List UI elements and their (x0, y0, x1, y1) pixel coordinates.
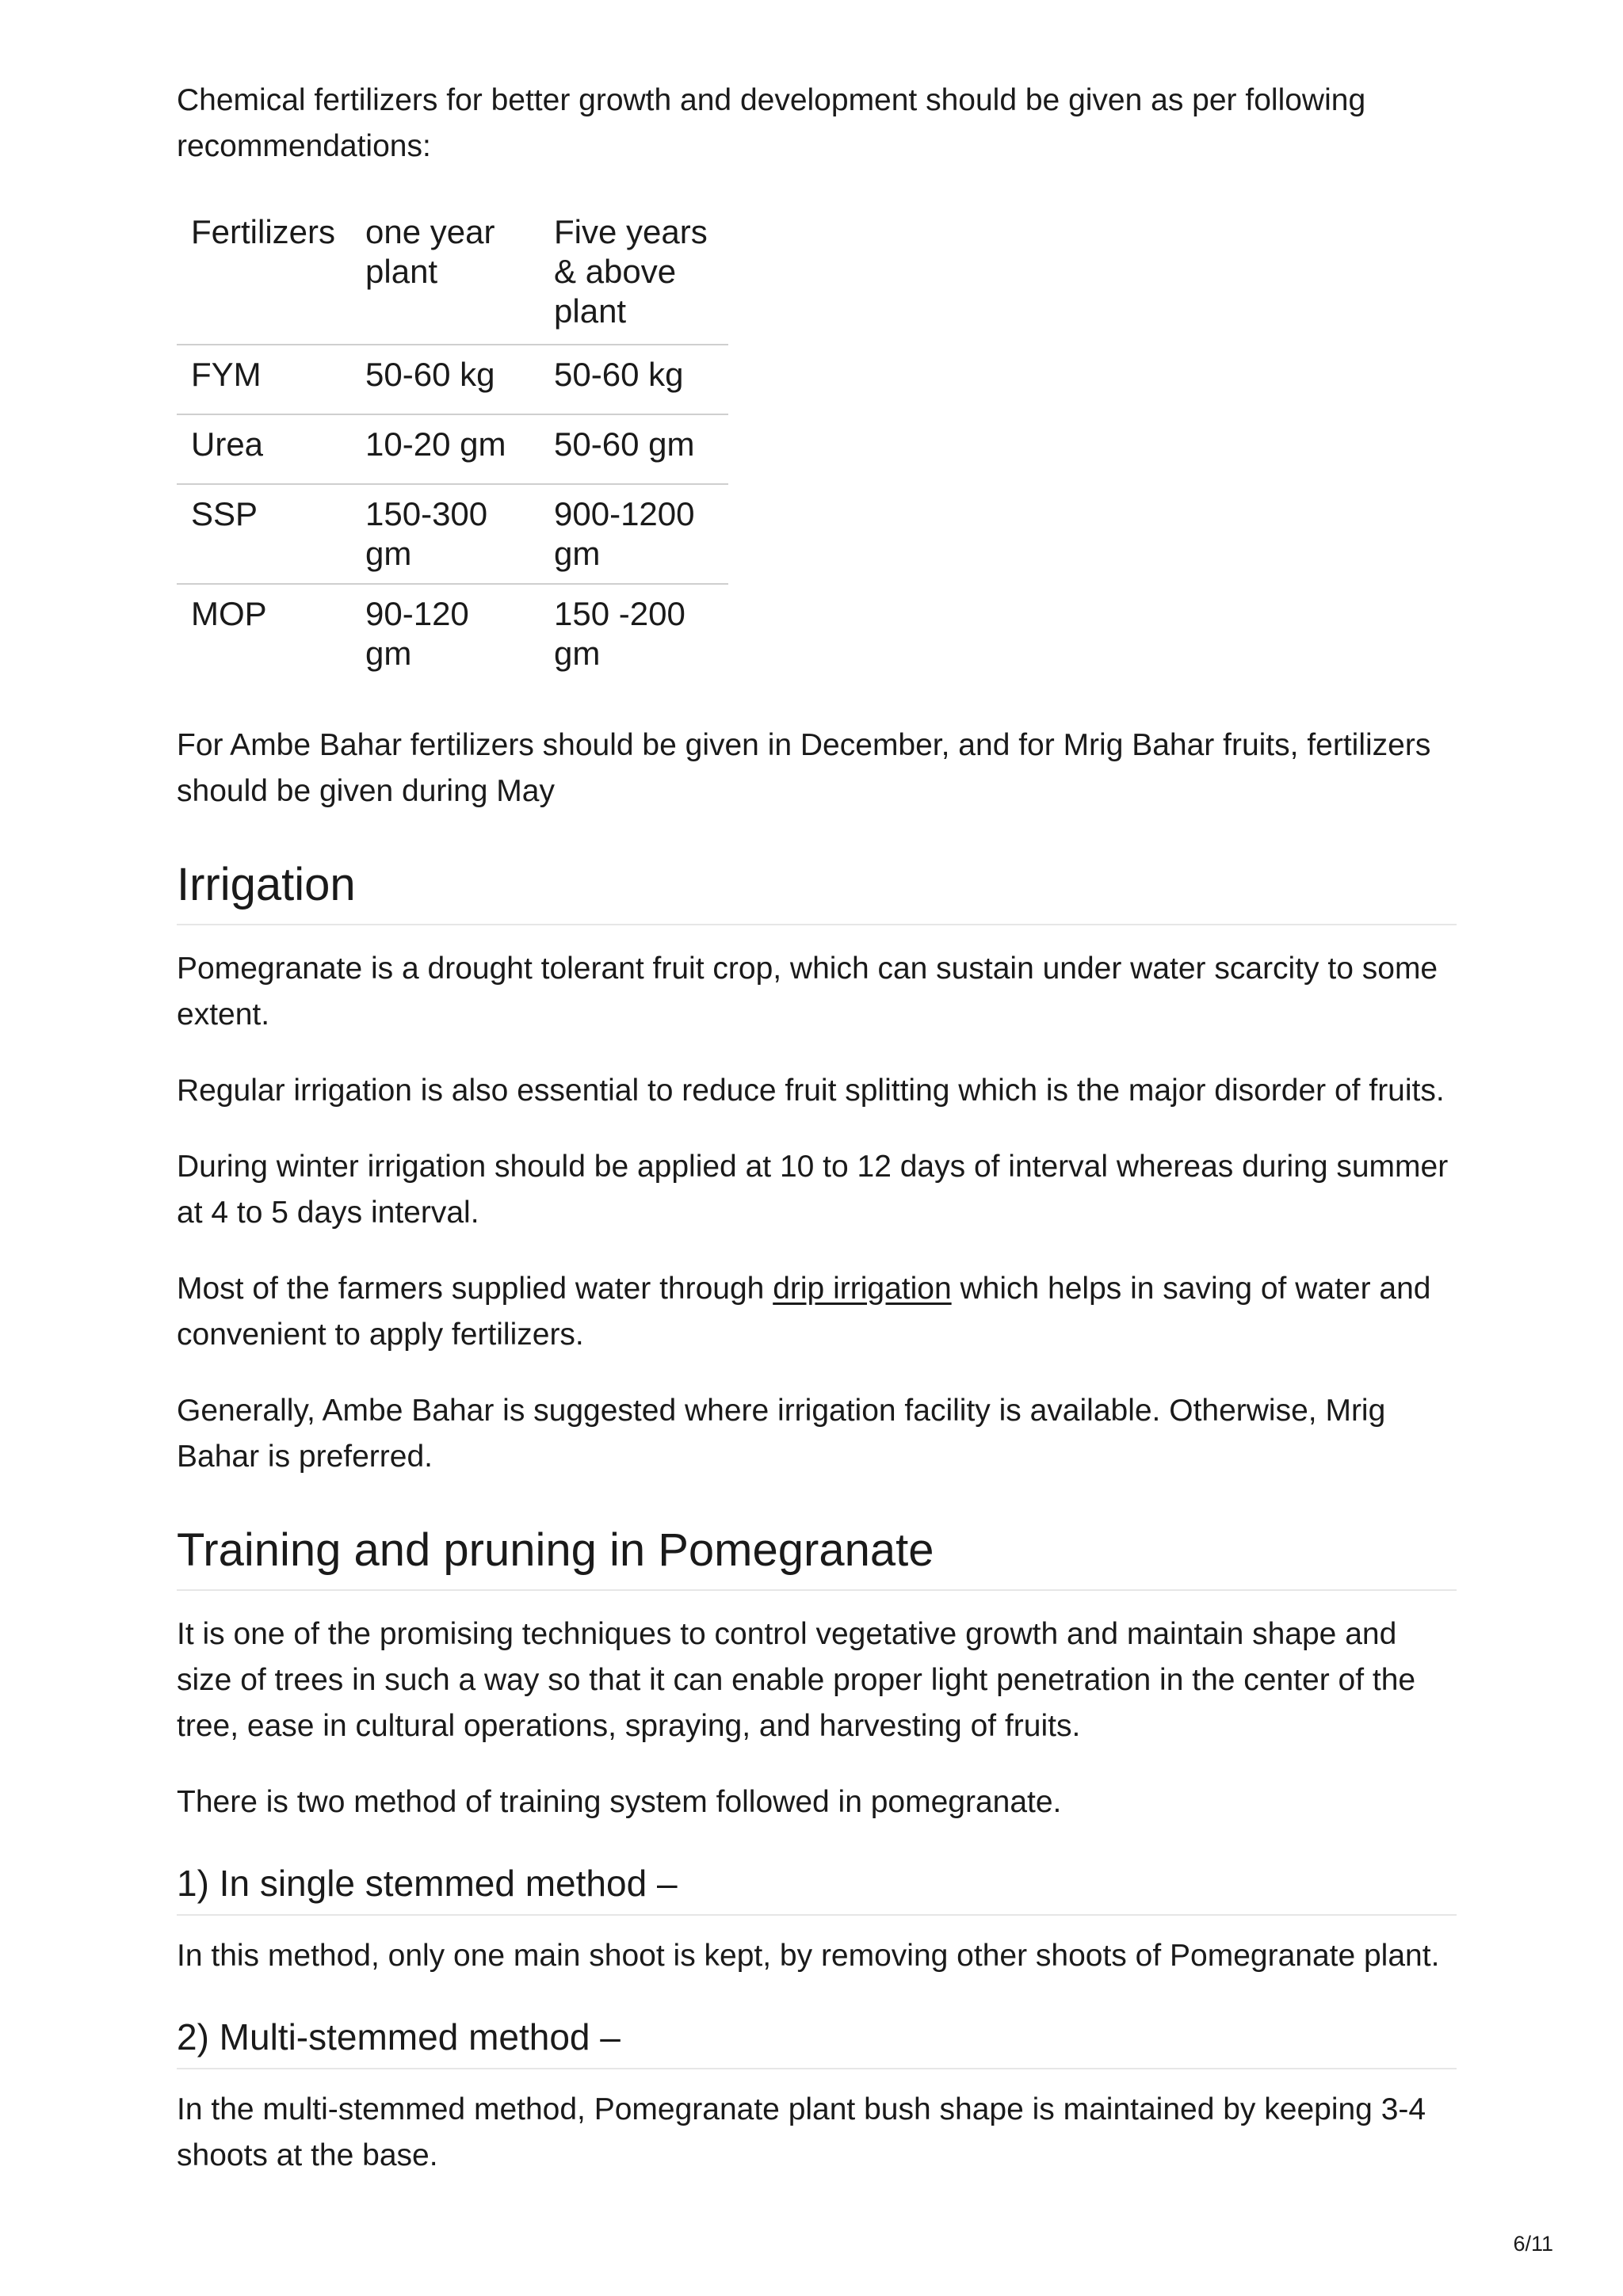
irrigation-paragraph-3: During winter irrigation should be applied at 10 to 12 days of interval whereas during summer at 4 to 5 days interval. (177, 1150, 1449, 1230)
table-row (177, 345, 728, 414)
single-stemmed-paragraph: In this method, only one main shoot is kept, by removing other shoots of Pomegranate plant. (177, 1939, 1440, 1973)
table-cell: 50-60 kg (554, 356, 684, 393)
irrigation-paragraph-2: Regular irrigation is also essential to reduce fruit splitting which is the major disorder of fruits. (177, 1074, 1445, 1108)
table-cell: 50-60 kg (365, 356, 495, 393)
training-heading: Training and pruning in Pomegranate (177, 1523, 1457, 1591)
table-cell: 150-300 gm (365, 495, 488, 572)
irrigation-paragraph-5: Generally, Ambe Bahar is suggested where irrigation facility is available. Otherwise, Mrig Bahar is preferred. (177, 1394, 1386, 1474)
irrigation-text-before-link: Most of the farmers supplied water through (177, 1272, 773, 1306)
drip-irrigation-link[interactable]: drip irrigation (773, 1272, 952, 1306)
table-cell: 90-120 gm (365, 595, 469, 672)
training-paragraph-2: There is two method of training system followed in pomegranate. (177, 1785, 1062, 1819)
table-row (177, 414, 728, 484)
table-cell: MOP (191, 595, 267, 632)
irrigation-paragraph-4 (177, 1266, 1457, 1358)
table-cell: 900-1200 gm (554, 495, 695, 572)
irrigation-heading: Irrigation (177, 857, 1457, 925)
table-cell: 10-20 gm (365, 425, 506, 463)
irrigation-paragraph-1: Pomegranate is a drought tolerant fruit crop, which can sustain under water scarcity to some extent. (177, 952, 1438, 1032)
header-five-years-plant: Five years & above plant (554, 213, 708, 330)
table-cell: SSP (191, 495, 258, 532)
table-row (177, 584, 728, 683)
timing-note-paragraph: For Ambe Bahar fertilizers should be given in December, and for Mrig Bahar fruits, fertilizers should be given during May (177, 728, 1431, 808)
table-cell: 50-60 gm (554, 425, 695, 463)
multi-stemmed-heading: 2) Multi-stemmed method – (177, 2014, 1457, 2069)
irrigation-text-after-link: which helps in saving of water and convenient to apply fertilizers. (177, 1272, 1431, 1352)
table-cell: FYM (191, 356, 262, 393)
table-header-row (177, 212, 728, 345)
table-row (177, 484, 728, 584)
article-content (177, 78, 1457, 2209)
single-stemmed-heading: 1) In single stemmed method – (177, 1860, 1457, 1916)
fertilizer-table (177, 212, 728, 683)
header-fertilizers: Fertilizers (191, 213, 336, 250)
training-paragraph-1: It is one of the promising techniques to control vegetative growth and maintain shape and size of trees in such a way so that it can enable proper light penetration in the center of the tree, ease in cultural operations, spraying, and harvesting of fruits. (177, 1617, 1416, 1743)
page-number: 6/11 (1513, 2232, 1553, 2256)
intro-paragraph: Chemical fertilizers for better growth and development should be given as per following recommendations: (177, 83, 1366, 163)
header-one-year-plant: one year plant (365, 213, 495, 290)
table-cell: Urea (191, 425, 264, 463)
table-cell: 150 -200 gm (554, 595, 685, 672)
multi-stemmed-paragraph: In the multi-stemmed method, Pomegranate plant bush shape is maintained by keeping 3-4 shoots at the base. (177, 2092, 1426, 2172)
